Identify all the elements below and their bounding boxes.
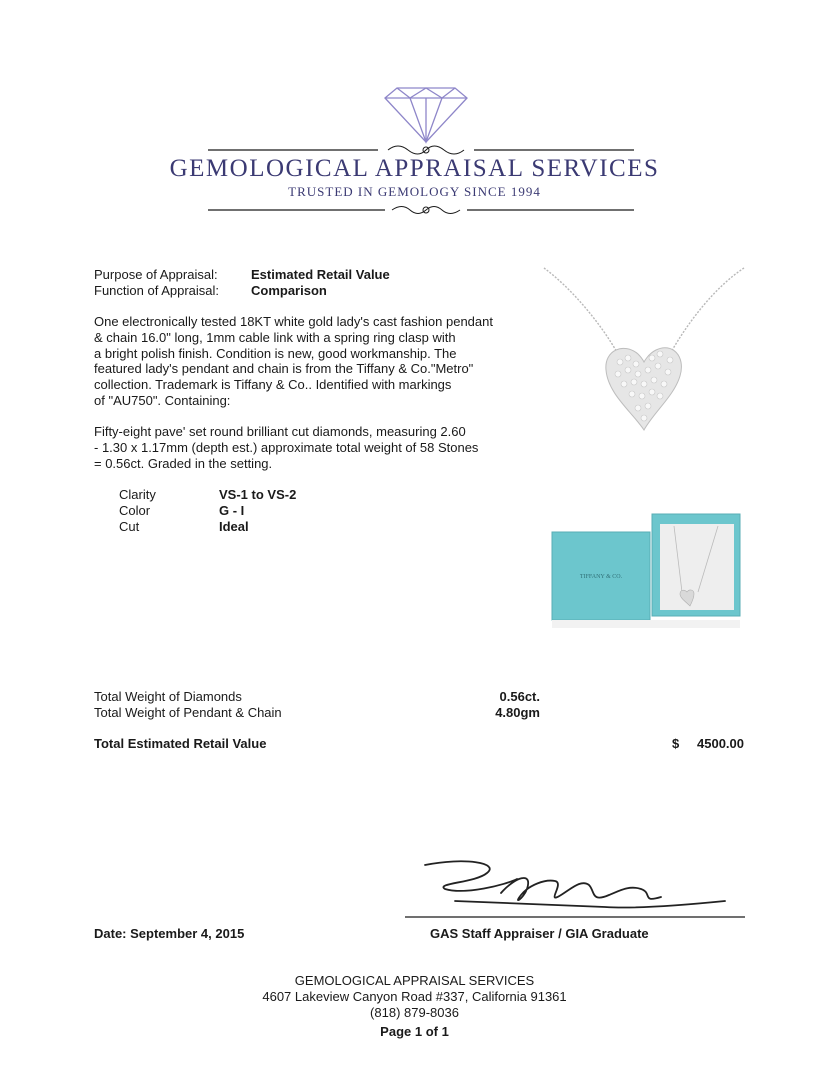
grading-value: G - I: [219, 503, 245, 518]
tiffany-box-photo: [548, 510, 744, 632]
grading-label: Clarity: [119, 487, 156, 502]
description-line: One electronically tested 18KT white gold lady's cast fashion pendant: [94, 314, 493, 329]
appraiser-signature: [405, 855, 745, 925]
appraiser-title: GAS Staff Appraiser / GIA Graduate: [430, 926, 649, 941]
description-paragraph: [94, 314, 524, 409]
description-line: - 1.30 x 1.17mm (depth est.) approximate total weight of 58 Stones: [94, 439, 479, 455]
diamond-icon: [385, 88, 467, 142]
brand-tagline: TRUSTED IN GEMOLOGY SINCE 1994: [288, 184, 541, 199]
page-number: Page 1 of 1: [380, 1024, 449, 1039]
total-diamonds-value: 0.56ct.: [499, 689, 540, 704]
box-brand-text: TIFFANY & CO.: [579, 574, 623, 580]
footer-address: 4607 Lakeview Canyon Road #337, California 91361: [262, 989, 567, 1004]
appraisal-date: Date: September 4, 2015: [94, 926, 245, 941]
purpose-value: Estimated Retail Value: [251, 267, 390, 282]
description-line: & chain 16.0" long, 1mm cable link with a spring ring clasp with: [94, 329, 456, 345]
total-pendant-label: Total Weight of Pendant & Chain: [94, 705, 282, 720]
footer-phone: (818) 879-8036: [370, 1005, 459, 1020]
description-line: Fifty-eight pave' set round brilliant cut diamonds, measuring 2.60: [94, 424, 466, 439]
retail-value-label: Total Estimated Retail Value: [94, 736, 267, 751]
function-label: Function of Appraisal:: [94, 283, 220, 298]
total-pendant-value: 4.80gm: [495, 705, 540, 720]
diamond-description: [94, 424, 524, 471]
description-line: a bright polish finish. Condition is new, good workmanship. The: [94, 345, 457, 361]
description-line: collection. Trademark is Tiffany & Co.. Identified with markings: [94, 377, 452, 393]
description-line: of "AU750". Containing:: [94, 392, 231, 408]
total-diamonds-label: Total Weight of Diamonds: [94, 689, 242, 704]
heart-pendant-photo: [540, 262, 750, 432]
grading-label: Cut: [119, 519, 140, 534]
function-value: Comparison: [251, 283, 327, 298]
purpose-label: Purpose of Appraisal:: [94, 267, 218, 282]
footer-company: GEMOLOGICAL APPRAISAL SERVICES: [294, 973, 535, 988]
grading-value: VS-1 to VS-2: [219, 487, 297, 502]
currency-symbol: $: [672, 736, 680, 751]
grading-value: Ideal: [219, 519, 249, 534]
ornament-icon: [392, 207, 460, 214]
description-line: = 0.56ct. Graded in the setting.: [94, 455, 273, 471]
retail-value: 4500.00: [697, 736, 744, 751]
ornament-icon: [388, 146, 464, 154]
grading-label: Color: [119, 503, 151, 518]
description-line: featured lady's pendant and chain is from the Tiffany & Co."Metro": [94, 361, 474, 377]
brand-name: GEMOLOGICAL APPRAISAL SERVICES: [169, 155, 660, 182]
